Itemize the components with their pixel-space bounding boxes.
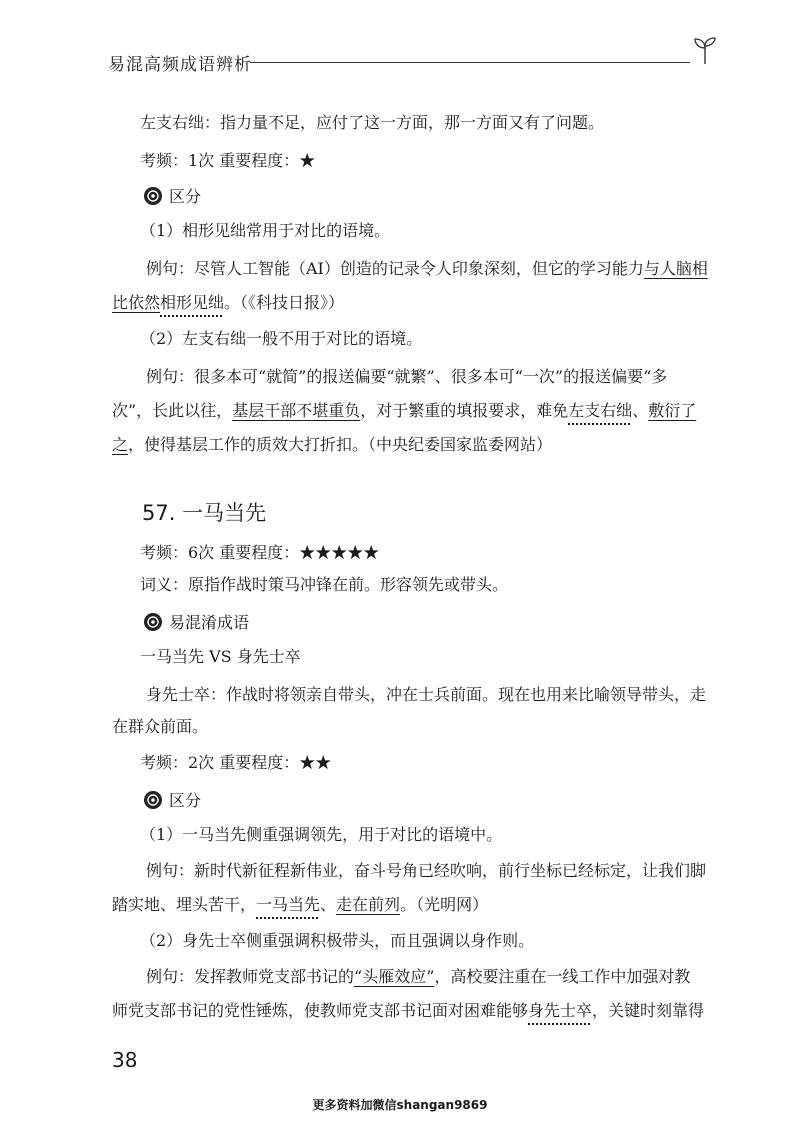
- entry-point1: （1）一马当先侧重强调领先，用于对比的语境中。: [140, 825, 503, 844]
- entry-example2-text-b: ，高校要注重在一线工作中加强对教: [434, 967, 691, 986]
- footer-note: 更多资料加微信shangan9869: [312, 1098, 488, 1112]
- other-definition-line2: 在群众前面。: [112, 717, 209, 736]
- prev-section-label: 区分: [169, 187, 202, 206]
- entry-example1-line2: [112, 894, 488, 916]
- entry-point2: （2）身先士卒侧重强调积极带头，而且强调以身作则。: [140, 931, 535, 950]
- entry-example2-keyword: 身先士卒: [528, 1001, 593, 1020]
- prev-example2-line3: [112, 434, 552, 456]
- page-number: 38: [112, 1048, 138, 1072]
- entry-example1-underlined: 走在前列: [336, 895, 401, 914]
- prev-example2-line1: 例句：很多本可“就简”的报送偏要“就繁”、很多本可“一次”的报送偏要“多: [146, 367, 668, 386]
- entry-example1-text: 踏实地、埋头苦干，: [112, 895, 257, 914]
- prev-point2: （2）左支右绌一般不用于对比的语境。: [140, 329, 423, 348]
- entry-example2-line1: [146, 966, 690, 988]
- entry-example2-line2: [112, 1000, 704, 1022]
- prev-example1-underlined: 与人脑相: [643, 259, 708, 278]
- prev-example2-underlined-a: 基层干部不堪重负: [232, 401, 361, 420]
- entry-section-heading: [143, 788, 201, 811]
- running-header: [108, 42, 708, 76]
- entry-example1-source: 。（光明网）: [400, 895, 489, 914]
- entry-example2-text-a: 例句：发挥教师党支部书记的: [146, 967, 355, 986]
- prev-example2-keyword: 左支右绌: [568, 401, 633, 420]
- prev-example1-text: 例句：尽管人工智能（AI）创造的记录令人印象深刻，但它的学习能力: [146, 259, 644, 278]
- entry-section-label: 区分: [169, 791, 202, 810]
- entry-example2-underlined: “头雁效应”: [354, 967, 435, 986]
- entry-example2-text-d: ，关键时刻靠得: [592, 1001, 705, 1020]
- versus-line: 一马当先 VS 身先士卒: [140, 647, 301, 666]
- confusable-label: 易混淆成语: [169, 613, 250, 632]
- prev-definition: 左支右绌：指力量不足，应付了这一方面，那一方面又有了问题。: [140, 113, 605, 132]
- prev-section-heading: [143, 184, 201, 207]
- confusable-heading: [143, 610, 249, 633]
- prev-example1-line2: [112, 292, 344, 314]
- prev-example2-text-a: 次”，长此以往，: [112, 401, 233, 420]
- other-stats: 考频：2次 重要程度：★★: [140, 753, 332, 772]
- prev-example1-keyword: 相形见绌: [160, 293, 225, 312]
- prev-example2-sep: 、: [632, 401, 649, 420]
- header-rule: [250, 62, 690, 63]
- entry-definition: 词义：原指作战时策马冲锋在前。形容领先或带头。: [140, 575, 509, 594]
- flower-badge-icon: [143, 612, 163, 632]
- prev-point1: （1）相形见绌常用于对比的语境。: [140, 221, 391, 240]
- entry-example1-sep: 、: [320, 895, 337, 914]
- prev-example1-source: 。（《科技日报》）: [224, 293, 345, 312]
- entry-title: 57. 一马当先: [142, 501, 267, 525]
- entry-example2-text-c: 师党支部书记的党性锤炼，使教师党支部书记面对困难能够: [112, 1001, 529, 1020]
- flower-badge-icon: [143, 790, 163, 810]
- sprout-icon: [692, 36, 718, 66]
- flower-badge-icon: [143, 186, 163, 206]
- prev-example2-line2: [112, 400, 696, 422]
- prev-stats: 考频：1次 重要程度：★: [140, 151, 316, 170]
- entry-example1-line1: 例句：新时代新征程新伟业，奋斗号角已经吹响，前行坐标已经标定，让我们脚: [146, 861, 707, 880]
- prev-example1-line1: [146, 258, 708, 280]
- prev-example2-underlined-c: 之: [112, 435, 129, 454]
- prev-example2-underlined-b: 敷衍了: [648, 401, 697, 420]
- entry-example1-keyword: 一马当先: [256, 895, 321, 914]
- prev-example2-text-b: ，对于繁重的填报要求，难免: [360, 401, 569, 420]
- prev-example1-underlined-cont: 比依然: [112, 293, 161, 312]
- prev-example2-source: ，使得基层工作的质效大打折扣。（中央纪委国家监委网站）: [128, 435, 553, 454]
- header-title: 易混高频成语辨析: [108, 55, 252, 75]
- entry-stats: 考频：6次 重要程度：★★★★★: [140, 543, 380, 562]
- other-definition-line1: 身先士卒：作战时将领亲自带头，冲在士兵前面。现在也用来比喻领导带头，走: [146, 685, 707, 704]
